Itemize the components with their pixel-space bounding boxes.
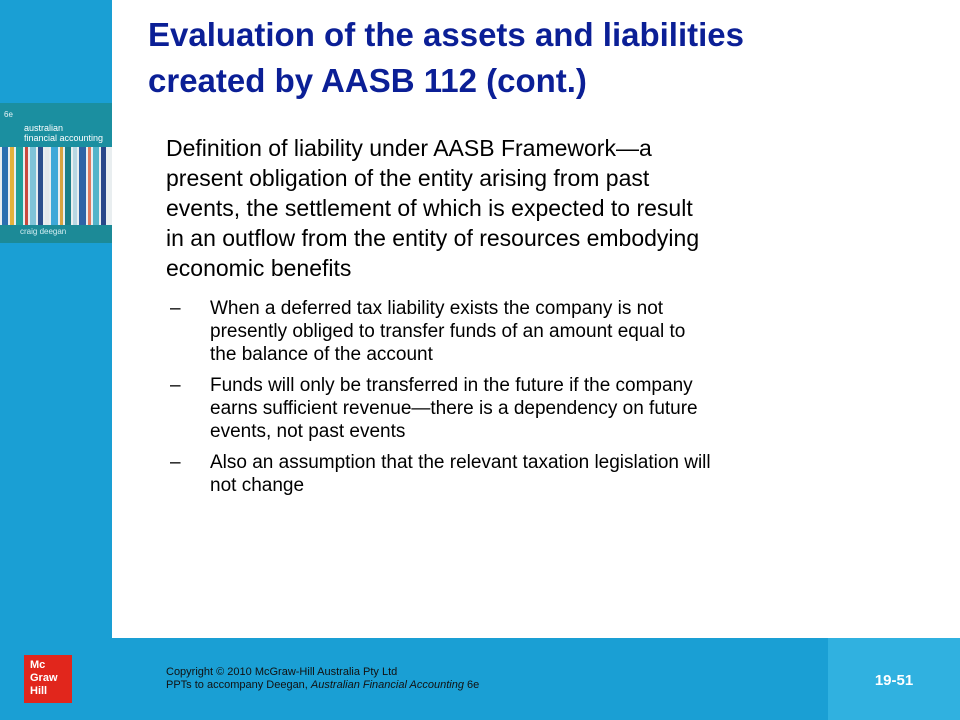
dash-bullet: – bbox=[170, 375, 181, 396]
sub-bullet-line: Funds will only be transferred in the future if the company bbox=[210, 375, 693, 396]
slide-title bbox=[148, 12, 938, 104]
book-cover-title-line: australian bbox=[24, 123, 64, 133]
book-cover-image bbox=[0, 103, 112, 243]
main-bullet-line: present obligation of the entity arising from past bbox=[166, 165, 650, 191]
ppt-credit-suffix: 6e bbox=[464, 679, 480, 691]
main-bullet bbox=[166, 133, 926, 283]
dash-bullet: – bbox=[170, 452, 181, 473]
main-bullet-line: Definition of liability under AASB Framework—a bbox=[166, 135, 652, 161]
sub-bullet-line: events, not past events bbox=[210, 421, 406, 442]
sub-bullet-line: When a deferred tax liability exists the company is not bbox=[210, 298, 664, 319]
slide-title-line: Evaluation of the assets and liabilities bbox=[148, 16, 744, 53]
book-cover-stripes bbox=[0, 147, 112, 225]
left-sidebar bbox=[0, 0, 112, 638]
slide-body bbox=[166, 133, 926, 505]
dash-bullet: – bbox=[170, 298, 181, 319]
sub-bullet-line: earns sufficient revenue—there is a dependency on future bbox=[210, 398, 698, 419]
logo-text-line: Mc bbox=[30, 659, 46, 671]
sub-bullet-line: the balance of the account bbox=[210, 344, 433, 365]
main-bullet-line: economic benefits bbox=[166, 255, 352, 281]
mcgraw-hill-logo bbox=[24, 655, 72, 703]
book-cover-author: craig deegan bbox=[20, 227, 67, 236]
logo-text-line: Hill bbox=[30, 685, 48, 697]
sub-bullet bbox=[166, 374, 926, 443]
sub-bullet bbox=[166, 451, 926, 497]
book-cover-title bbox=[24, 123, 103, 143]
ppt-credit bbox=[166, 679, 479, 692]
main-bullet-line: in an outflow from the entity of resources embodying bbox=[166, 225, 700, 251]
page-number: 19-51 bbox=[874, 672, 914, 689]
logo-text-line: Graw bbox=[30, 672, 58, 684]
ppt-credit-book: Australian Financial Accounting bbox=[310, 679, 464, 691]
footer-copyright bbox=[166, 666, 479, 692]
sub-bullet-line: presently obliged to transfer funds of an amount equal to bbox=[210, 321, 686, 342]
book-cover-title-line: financial accounting bbox=[24, 133, 104, 143]
sub-bullet-line: not change bbox=[210, 475, 305, 496]
main-bullet-line: events, the settlement of which is expected to result bbox=[166, 195, 693, 221]
book-cover-edition: 6e bbox=[4, 110, 13, 119]
sub-bullet bbox=[166, 297, 926, 366]
slide-title-line: created by AASB 112 (cont.) bbox=[148, 62, 587, 99]
copyright-text: Copyright © 2010 McGraw-Hill Australia Pty Ltd bbox=[166, 666, 398, 678]
ppt-credit-prefix: PPTs to accompany Deegan, bbox=[166, 679, 311, 691]
sub-bullet-line: Also an assumption that the relevant taxation legislation will bbox=[210, 452, 711, 473]
